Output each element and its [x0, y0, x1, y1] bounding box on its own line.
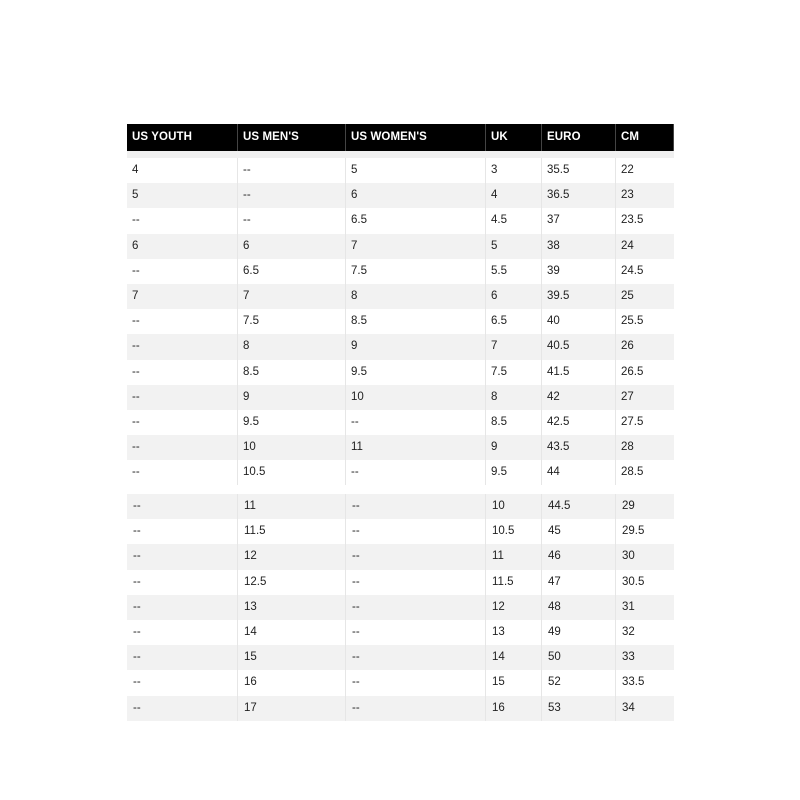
table-cell: 28: [621, 441, 634, 454]
table-row: [127, 544, 674, 569]
table-cell: 38: [542, 234, 616, 259]
table-cell: 5: [346, 158, 486, 183]
table-cell: 11: [486, 544, 542, 569]
table-cell: 43.5: [542, 435, 616, 460]
table-row: [127, 670, 674, 695]
table-row: [127, 334, 674, 359]
table-cell: 25.5: [621, 315, 644, 328]
table-row: [127, 385, 674, 410]
table-cell: --: [127, 259, 238, 284]
table-cell: --: [346, 460, 486, 485]
table-body-part2: [127, 494, 674, 721]
table-cell: 6.5: [486, 309, 542, 334]
header-uk: UK: [486, 124, 542, 151]
table-cell: 5: [486, 234, 542, 259]
table-cell: 24.5: [621, 264, 644, 277]
table-row: [127, 183, 674, 208]
table-header: [127, 124, 674, 151]
table-cell: --: [346, 670, 486, 695]
table-cell: 53: [542, 696, 616, 721]
table-cell: 15: [486, 670, 542, 695]
table-cell: --: [127, 435, 238, 460]
table-cell: 36.5: [542, 183, 616, 208]
table-cell: --: [127, 385, 238, 410]
table-cell: 11.5: [238, 519, 346, 544]
table-row: [127, 259, 674, 284]
table-cell: 29.5: [622, 525, 645, 538]
table-cell: 33.5: [622, 676, 645, 689]
table-cell: --: [346, 620, 486, 645]
table-cell: 7: [346, 234, 486, 259]
table-row: [127, 570, 674, 595]
table-cell: 31: [622, 600, 635, 613]
header-spacer: [127, 151, 674, 158]
table-cell: --: [127, 460, 238, 485]
table-cell: 7: [238, 284, 346, 309]
table-cell: --: [127, 519, 238, 544]
table-cell: 35.5: [542, 158, 616, 183]
table-cell: --: [127, 645, 238, 670]
size-chart-table: [127, 124, 674, 485]
table-cell: --: [127, 494, 238, 519]
table-cell: 7.5: [486, 360, 542, 385]
table-cell: 6: [486, 284, 542, 309]
table-cell: --: [127, 595, 238, 620]
table-cell: 5.5: [486, 259, 542, 284]
table-cell: 6: [346, 183, 486, 208]
table-cell: --: [127, 544, 238, 569]
table-cell: 7.5: [238, 309, 346, 334]
table-cell: 7: [486, 334, 542, 359]
table-cell: 12: [486, 595, 542, 620]
table-cell: 6: [127, 234, 238, 259]
table-cell: 6.5: [238, 259, 346, 284]
table-cell: 41.5: [542, 360, 616, 385]
table-cell: 26.5: [621, 365, 644, 378]
table-cell: --: [127, 208, 238, 233]
table-cell: 48: [542, 595, 616, 620]
table-cell: 6.5: [346, 208, 486, 233]
table-cell: 4: [486, 183, 542, 208]
table-cell: --: [346, 494, 486, 519]
header-us-mens: US MEN'S: [238, 124, 346, 151]
table-cell: 27.5: [621, 415, 644, 428]
table-cell: --: [346, 696, 486, 721]
table-cell: 44: [542, 460, 616, 485]
table-cell: 10.5: [486, 519, 542, 544]
header-euro: EURO: [542, 124, 616, 151]
table-cell: 10.5: [238, 460, 346, 485]
table-cell: 14: [486, 645, 542, 670]
table-cell: --: [238, 183, 346, 208]
table-cell: 11: [238, 494, 346, 519]
table-cell: 12: [238, 544, 346, 569]
table-cell: --: [346, 519, 486, 544]
table-cell: 25: [621, 289, 634, 302]
table-cell: 4: [127, 158, 238, 183]
table-cell: 9.5: [238, 410, 346, 435]
table-cell: --: [346, 544, 486, 569]
table-cell: --: [346, 570, 486, 595]
table-cell: 12.5: [238, 570, 346, 595]
table-cell: 17: [238, 696, 346, 721]
table-row: [127, 595, 674, 620]
table-cell: 46: [542, 544, 616, 569]
table-cell: 24: [621, 239, 634, 252]
table-row: [127, 309, 674, 334]
table-cell: 39.5: [542, 284, 616, 309]
table-cell: 40.5: [542, 334, 616, 359]
table-cell: 26: [621, 340, 634, 353]
table-cell: 47: [542, 570, 616, 595]
table-cell: --: [127, 360, 238, 385]
table-cell: --: [346, 410, 486, 435]
table-cell: 40: [542, 309, 616, 334]
table-row: [127, 494, 674, 519]
table-cell: 9: [238, 385, 346, 410]
table-cell: --: [238, 158, 346, 183]
table-cell: 30: [622, 550, 635, 563]
table-cell: 52: [542, 670, 616, 695]
table-row: [127, 620, 674, 645]
table-cell: 3: [486, 158, 542, 183]
table-cell: 10: [346, 385, 486, 410]
table-cell: 4.5: [486, 208, 542, 233]
table-cell: 7.5: [346, 259, 486, 284]
table-body-part1: [127, 158, 674, 485]
table-cell: 23: [621, 189, 634, 202]
table-cell: 14: [238, 620, 346, 645]
table-cell: 37: [542, 208, 616, 233]
table-cell: 22: [621, 164, 634, 176]
table-cell: 32: [622, 625, 635, 638]
table-cell: 13: [238, 595, 346, 620]
table-cell: 5: [127, 183, 238, 208]
table-row: [127, 158, 674, 183]
table-cell: 8: [238, 334, 346, 359]
table-cell: --: [346, 645, 486, 670]
table-row: [127, 234, 674, 259]
table-cell: 8.5: [486, 410, 542, 435]
header-cm: CM: [616, 124, 674, 151]
table-cell: 34: [622, 701, 635, 714]
table-cell: 39: [542, 259, 616, 284]
table-cell: --: [127, 410, 238, 435]
table-cell: 10: [238, 435, 346, 460]
table-cell: 29: [622, 500, 635, 512]
table-cell: 30.5: [622, 575, 645, 588]
table-cell: 27: [621, 390, 634, 403]
table-cell: 9: [486, 435, 542, 460]
table-cell: 42: [542, 385, 616, 410]
table-cell: 33: [622, 651, 635, 664]
table-row: [127, 360, 674, 385]
table-cell: 11: [346, 435, 486, 460]
table-row: [127, 410, 674, 435]
header-us-womens: US WOMEN'S: [346, 124, 486, 151]
table-cell: --: [127, 696, 238, 721]
table-cell: 9.5: [346, 360, 486, 385]
table-cell: 42.5: [542, 410, 616, 435]
table-cell: --: [127, 309, 238, 334]
table-cell: --: [127, 334, 238, 359]
table-cell: --: [346, 595, 486, 620]
table-cell: --: [127, 620, 238, 645]
table-cell: 10: [486, 494, 542, 519]
table-cell: 8: [346, 284, 486, 309]
table-cell: 45: [542, 519, 616, 544]
table-cell: --: [127, 670, 238, 695]
table-row: [127, 435, 674, 460]
table-cell: 44.5: [542, 494, 616, 519]
table-row: [127, 519, 674, 544]
header-us-youth: US YOUTH: [127, 124, 238, 151]
table-row: [127, 645, 674, 670]
table-cell: 16: [238, 670, 346, 695]
table-cell: --: [127, 570, 238, 595]
table-cell: 8: [486, 385, 542, 410]
table-cell: 16: [486, 696, 542, 721]
table-cell: 49: [542, 620, 616, 645]
table-cell: 23.5: [621, 214, 644, 227]
table-row: [127, 284, 674, 309]
table-cell: 11.5: [486, 570, 542, 595]
table-cell: 13: [486, 620, 542, 645]
table-cell: 50: [542, 645, 616, 670]
table-cell: 7: [127, 284, 238, 309]
table-row: [127, 460, 674, 485]
table-cell: 9: [346, 334, 486, 359]
table-cell: 6: [238, 234, 346, 259]
table-cell: 9.5: [486, 460, 542, 485]
table-cell: 28.5: [621, 466, 644, 479]
table-cell: --: [238, 208, 346, 233]
table-row: [127, 696, 674, 721]
table-cell: 15: [238, 645, 346, 670]
table-row: [127, 208, 674, 233]
table-cell: 8.5: [346, 309, 486, 334]
table-cell: 8.5: [238, 360, 346, 385]
